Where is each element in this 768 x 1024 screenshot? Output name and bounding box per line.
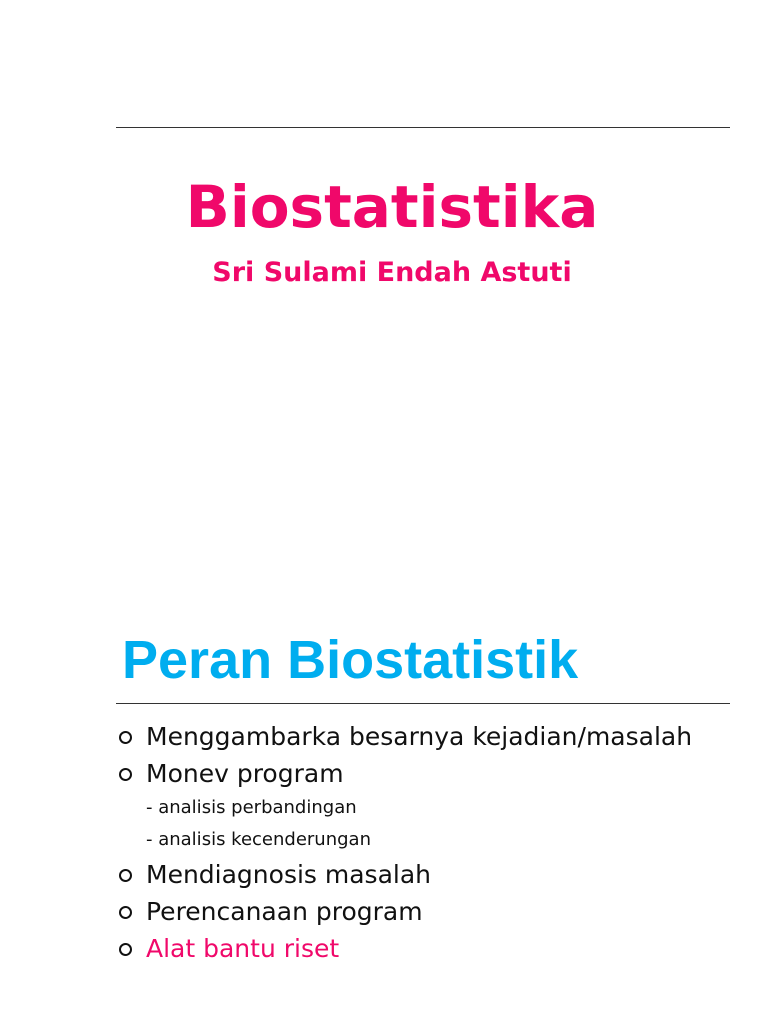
bullet-text: Perencanaan program <box>146 897 423 926</box>
bullet-text: Mendiagnosis masalah <box>146 860 432 889</box>
list-item <box>118 718 758 755</box>
list-item <box>118 930 758 967</box>
list-item <box>118 893 758 930</box>
sub-list-item: - analisis kecenderungan <box>146 829 371 850</box>
heading-divider <box>116 703 730 704</box>
author-name: Sri Sulami Endah Astuti <box>212 257 572 288</box>
bullet-text: Menggambarka besarnya kejadian/masalah <box>146 722 693 751</box>
circle-bullet-icon <box>119 869 132 882</box>
circle-bullet-icon <box>119 768 132 781</box>
page-title: Biostatistika <box>185 173 599 241</box>
list-item <box>118 856 758 893</box>
circle-bullet-icon <box>119 906 132 919</box>
bullet-text: Monev program <box>146 759 344 788</box>
circle-bullet-icon <box>119 731 132 744</box>
bullet-list <box>118 718 758 967</box>
section-heading: Peran Biostatistik <box>122 630 579 690</box>
sub-list-item: - analisis perbandingan <box>146 797 357 818</box>
top-divider <box>116 127 730 128</box>
circle-bullet-icon <box>119 943 132 956</box>
list-item <box>118 755 758 792</box>
bullet-text: Alat bantu riset <box>146 934 340 963</box>
